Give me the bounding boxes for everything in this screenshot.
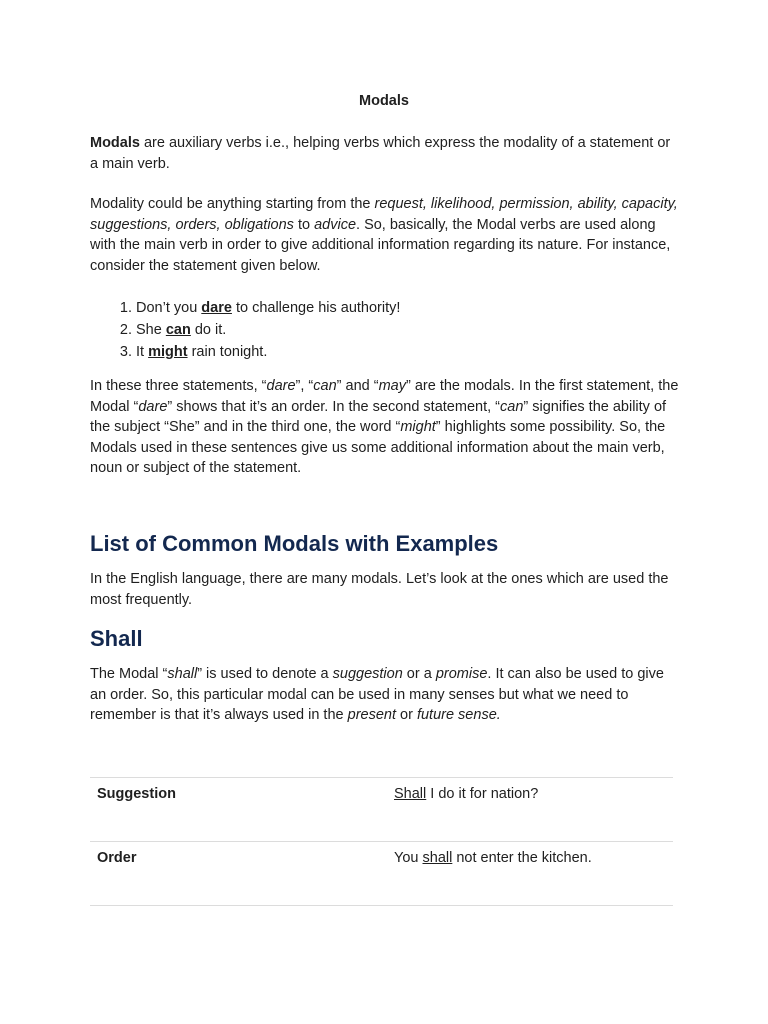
example-modal: dare [201,300,232,316]
explanation-modal: might [400,419,436,436]
shall-paragraph [90,664,680,726]
shall-emphasis: future sense. [416,707,501,724]
shall-emphasis: present [347,707,396,724]
section-heading: List of Common Modals with Examples [90,531,499,556]
modality-tail: . So, basically, the Modal verbs are used along with the main verb in order to give additional information regarding its nature. For instance, consider the statement given below. [90,216,671,274]
modality-advice: advice [314,216,357,233]
example-modal: shall [422,850,453,866]
explanation-paragraph [90,376,680,479]
table-row [90,778,673,842]
shall-text: . It can also be used to give an order. So, this particular modal can be used in many senses but what we need to remember is that it’s always used in the [90,666,664,724]
example-text: I do it for nation? [426,786,539,802]
example-text: rain tonight. [187,344,268,360]
list-item [136,297,726,319]
explanation-modal: can [500,398,524,415]
example-text: not enter the kitchen. [452,850,592,866]
explanation-modal: dare [138,398,168,415]
modality-mid: to [293,216,315,233]
example-modal: Shall [394,786,427,802]
example-modal: can [165,322,191,338]
explanation-text: ” are the modals. In the first statement, the Modal “ [90,378,679,415]
explanation-text: ” and “ [336,378,379,394]
shall-text: ” is used to denote a [197,666,333,682]
intro-paragraph [90,133,680,174]
section-intro: In the English language, there are many modals. Let’s look at the ones which are used the most frequently. [90,571,669,608]
intro-term: Modals [90,135,140,151]
table-label: Suggestion [90,778,387,842]
example-text: She [136,322,166,338]
shall-emphasis: suggestion [332,666,403,682]
shall-modal: shall [167,666,198,682]
explanation-modal: may [378,378,406,394]
table-example [387,778,673,842]
explanation-text: ” shows that it’s an order. In the second statement, “ [167,398,500,415]
modality-paragraph [90,194,680,276]
shall-heading: Shall [90,626,143,651]
list-item [136,319,726,341]
modality-lead: Modality could be anything starting from the [90,196,375,212]
shall-emphasis: promise [435,666,488,682]
explanation-text: In these three statements, “ [90,378,267,394]
shall-text: or [396,707,417,724]
example-text: Don’t you [136,300,202,316]
explanation-modal: can [313,378,337,394]
shall-examples-table [90,777,673,906]
table-label: Order [90,842,387,906]
example-modal: might [148,344,188,360]
explanation-text: ” highlights some possibility. So, the Modals used in these sentences give us some additional information about the main verb, noun or subject of the statement. [90,419,666,477]
explanation-text: ”, “ [295,378,314,394]
example-text: do it. [190,322,227,338]
list-item [136,341,726,363]
table-example [387,842,673,906]
intro-text: are auxiliary verbs i.e., helping verbs which express the modality of a statement or a main verb. [90,135,671,172]
modality-list: request, likelihood, permission, ability, capacity, suggestions, orders, obligations [90,196,678,233]
table-row [90,842,673,906]
example-text: to challenge his authority! [231,300,401,316]
example-text: It [136,344,149,360]
example-text: You [394,850,423,866]
shall-text: or a [402,666,436,682]
explanation-text: ” signifies the ability of the subject “She” and in the third one, the word “ [90,398,667,436]
shall-text: The Modal “ [90,666,168,682]
examples-list [90,297,726,363]
page-title: Modals [359,93,409,109]
explanation-modal: dare [266,378,296,394]
